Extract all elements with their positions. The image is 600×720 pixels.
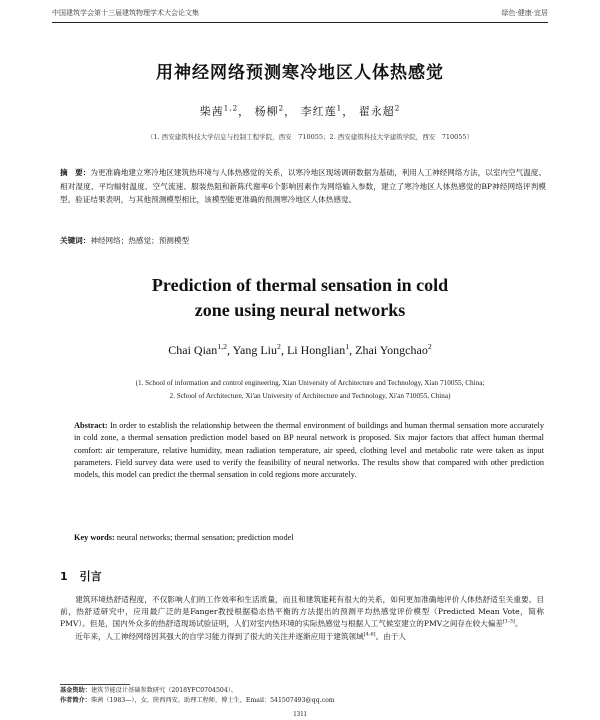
footnote-fund: 基金资助：建筑节能设计基础参数研究（2018YFC0704504）。 <box>60 687 238 694</box>
citation: [4-6] <box>363 631 376 638</box>
en-author-sup: 1,2 <box>217 342 227 351</box>
cn-author: 柴茜 <box>199 105 224 118</box>
footnote-rule <box>60 684 130 685</box>
page-number: 1311 <box>293 710 307 718</box>
section-title: 引言 <box>79 570 102 583</box>
cn-title: 用神经网络预测寒冷地区人体热感觉 <box>156 63 444 83</box>
en-author: Li Honglian <box>286 343 346 357</box>
cn-abstract-label: 摘 要： <box>60 168 91 177</box>
en-title-line: Prediction of thermal sensation in cold <box>151 275 449 295</box>
en-author: Yang Liu <box>232 343 278 357</box>
en-affiliation <box>60 377 560 403</box>
en-authors: Chai Qian$^{1,2}$, Yang Liu$^2$, Li Honglian$^1$, Zhai Yongchao$^2$ <box>168 342 432 357</box>
paragraph: 建筑环境热舒适程度，不仅影响人们的工作效率和生活质量，而且和建筑能耗有很大的关系，如何更加准确地评价人体热舒适至关重要。目前，热舒适研究中，应用最广泛的是Fanger教授根据稳态热平衡的方法提出的预测平均热感觉评价模型（Predicted Mean Vote，简称PMV）。但是，国内外众多的热舒适现场试验证明，人们对室内热环境的实际热感觉与根据人工气候室建立的PMV之间存在较大偏差[1-3]。 <box>60 595 544 629</box>
en-keywords-text: neural networks; thermal sensation; prediction model <box>116 533 294 542</box>
cn-abstract-text: 为更准确地建立寒冷地区建筑热环境与人体热感觉的关系，以寒冷地区现场调研数据为基础，利用人工神经网络方法，以室内空气温度、相对湿度、平均辐射温度、空气流速、服装热阻和新陈代谢率6个影响因素作为网络输入参数，建立了寒冷地区人体热感觉的BP神经网络评判模型。验证结果表明，与其他预测模型相比，该模型能更准确的预测寒冷地区人体热感觉。 <box>60 168 546 204</box>
cn-keywords <box>60 235 189 246</box>
cn-author-sup: 1,2 <box>223 103 239 113</box>
en-keywords <box>74 533 294 542</box>
cn-author-sup: 2 <box>278 103 285 113</box>
cn-author-sup: 2 <box>394 103 401 113</box>
en-keywords-label: Key words: <box>74 533 115 542</box>
body-text <box>60 594 544 643</box>
cn-author-sup: 1 <box>336 103 343 113</box>
header-proceedings-title: 中国建筑学会第十三届建筑物理学术大会论文集 <box>52 9 199 17</box>
en-author-sup: 2 <box>427 342 432 351</box>
running-header <box>52 6 548 23</box>
cn-author: 李红莲 <box>300 105 337 118</box>
en-author: Chai Qian <box>168 343 218 357</box>
footnote-author: 作者简介：柴茜（1983—），女，陕西西安，助理工程师，博士生，Email：541507493@qq.com <box>60 697 335 704</box>
en-author: Zhai Yongchao <box>355 343 428 357</box>
en-author-sup: 1 <box>345 342 350 351</box>
en-affiliation-line: (1. School of information and control engineering, Xian University of Architecture and Technology, Xian 710055, China; <box>135 379 485 387</box>
section-heading <box>60 568 102 584</box>
en-title <box>0 273 600 323</box>
header-theme: 绿色·健康·宜居 <box>501 9 548 17</box>
en-title-line: zone using neural networks <box>194 300 406 320</box>
cn-author: 杨柳 <box>254 105 279 118</box>
cn-keywords-text: 神经网络；热感觉；预测模型 <box>90 236 190 245</box>
en-abstract <box>74 420 544 481</box>
section-number: 1 <box>60 570 68 583</box>
citation: [1-3] <box>503 618 515 625</box>
en-affiliation-line: 2. School of Architecture, Xi'an University of Architecture and Technology, Xi'an 710055, China) <box>169 392 451 400</box>
cn-author: 翟永超 <box>358 105 395 118</box>
cn-affiliation: （1. 西安建筑科技大学信息与控制工程学院，西安 710055；2. 西安建筑科技大学建筑学院，西安 710055） <box>146 133 474 141</box>
en-abstract-text: In order to establish the relationship between the thermal environment of buildings and human thermal sensation more accurately in cold zone, a thermal sensation prediction model based on BP neural network is proposed. Six major factors that affect human thermal comfort: air temperature, relative humidity, mean radiation temperature, air speed, clothing level and metabolic rate were taken as input parameters. Field survey data were used to verify the feasibility of neural networks. The results show that compared with other prediction models, this model can predict the thermal sensation in cold regions more accurately. <box>74 421 545 480</box>
cn-keywords-label: 关键词： <box>60 236 91 245</box>
cn-authors: 柴茜$^{1,2}$， 杨柳$^2$， 李红莲$^1$， 翟永超$^2$ <box>199 103 401 118</box>
en-author-sup: 2 <box>277 342 281 351</box>
cn-abstract <box>60 166 546 207</box>
paragraph: 近年来，人工神经网络因其强大的自学习能力得到了很大的关注并逐渐应用于建筑领域[4-6]。由于人 <box>75 631 406 641</box>
en-abstract-label: Abstract: <box>74 421 108 430</box>
footnotes <box>60 686 560 706</box>
